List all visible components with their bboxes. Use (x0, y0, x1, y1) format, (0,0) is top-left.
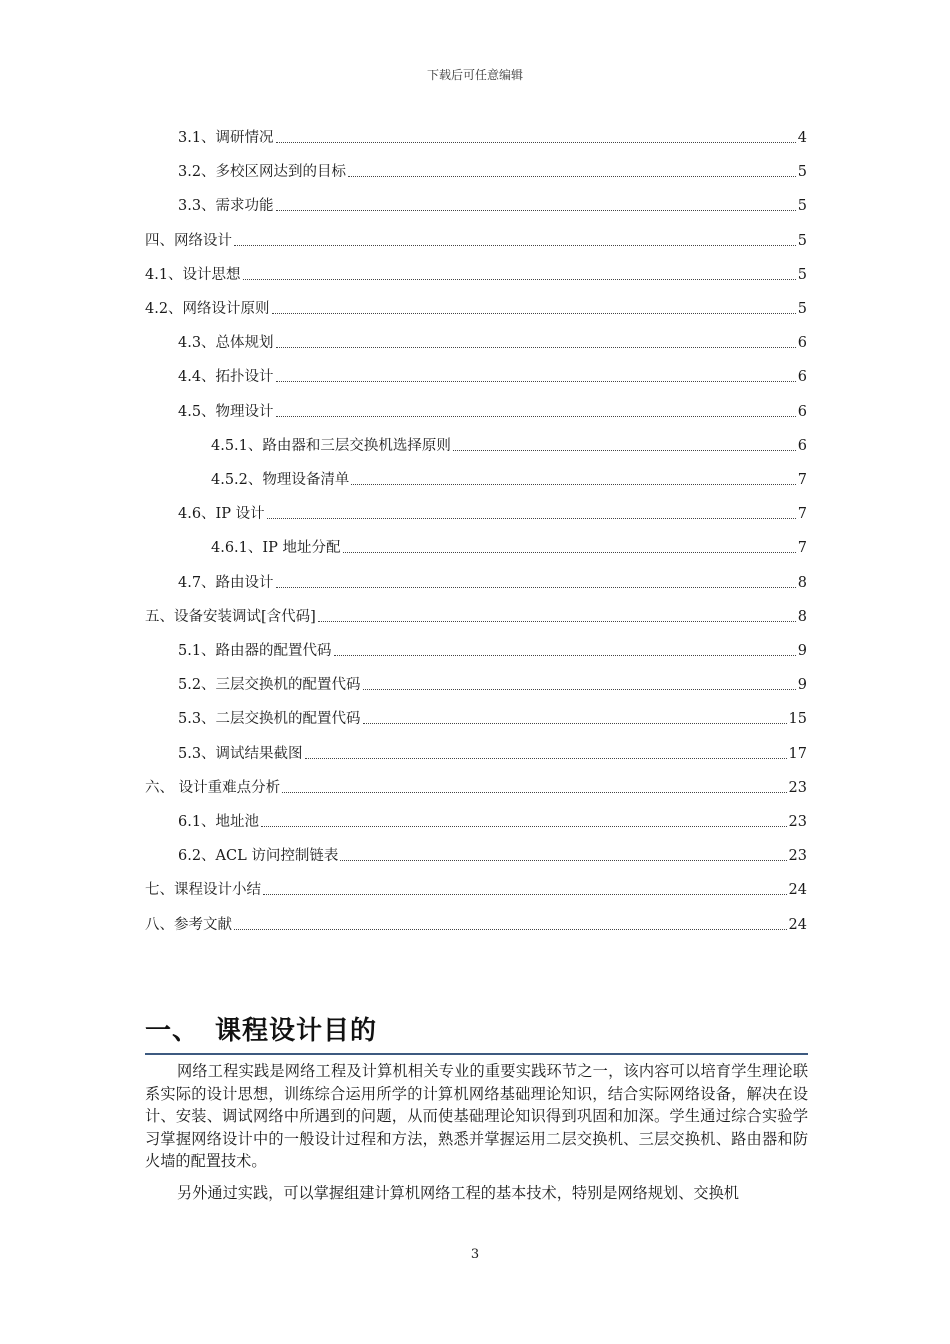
toc-dot-leader (263, 894, 787, 895)
toc-dot-leader (272, 313, 796, 314)
toc-entry-label: 6.2、ACL 访问控制链表 (178, 848, 339, 865)
page-header: 下载后可任意编辑 (426, 68, 523, 82)
toc-dot-leader (348, 176, 796, 177)
toc-entry-label: 5.2、三层交换机的配置代码 (178, 677, 361, 694)
toc-entry-page: 5 (797, 232, 807, 249)
toc-entry[interactable] (145, 227, 807, 251)
toc-dot-leader (334, 655, 796, 656)
toc-entry-page: 7 (797, 540, 807, 557)
toc-dot-leader (305, 758, 787, 759)
body-paragraph: 另外通过实践，可以掌握组建计算机网络工程的基本技术，特别是网络规划、交换机 (177, 1184, 739, 1202)
toc-entry-page: 23 (788, 814, 807, 830)
toc-entry[interactable] (211, 534, 807, 558)
toc-entry-label: 4.1、设计思想 (145, 266, 241, 283)
toc-entry[interactable] (145, 295, 807, 319)
toc-dot-leader (276, 416, 796, 417)
toc-entry-label: 4.5.1、路由器和三层交换机选择原则 (211, 437, 451, 454)
toc-entry-label: 6.1、地址池 (178, 814, 260, 830)
toc-entry-label: 5.3、调试结果截图 (178, 745, 303, 762)
toc-entry[interactable] (178, 192, 807, 216)
section-number: 一、 (145, 1016, 200, 1046)
section-heading (145, 1010, 377, 1047)
toc-entry-page: 5 (797, 164, 807, 181)
toc-entry-label: 4.3、总体规划 (178, 335, 274, 352)
toc-entry[interactable] (145, 603, 807, 627)
toc-dot-leader (363, 723, 787, 724)
toc-dot-leader (351, 484, 795, 485)
toc-dot-leader (267, 518, 796, 519)
toc-entry-page: 6 (797, 369, 807, 386)
page-number: 3 (470, 1247, 480, 1262)
toc-entry[interactable] (178, 671, 807, 695)
toc-entry-label: 4.2、网络设计原则 (145, 301, 270, 317)
toc-entry[interactable] (178, 124, 807, 148)
toc-entry[interactable] (211, 466, 807, 490)
section-title: 课程设计目的 (215, 1016, 378, 1046)
toc-dot-leader (340, 860, 786, 861)
toc-dot-leader (234, 245, 796, 246)
toc-entry-page: 8 (797, 574, 807, 591)
toc-entry[interactable] (178, 158, 807, 182)
toc-entry-page: 23 (788, 848, 807, 865)
toc-entry-label: 5.1、路由器的配置代码 (178, 643, 332, 659)
toc-entry-label: 3.3、需求功能 (178, 198, 274, 215)
toc-entry[interactable] (211, 432, 807, 456)
toc-entry[interactable] (145, 876, 807, 900)
toc-entry-page: 6 (797, 437, 807, 454)
toc-dot-leader (343, 552, 796, 553)
toc-entry-page: 8 (797, 608, 807, 625)
toc-entry-label: 七、课程设计小结 (145, 882, 261, 899)
toc-entry-label: 六、 设计重难点分析 (145, 779, 281, 796)
toc-entry-label: 5.3、二层交换机的配置代码 (178, 711, 361, 728)
toc-entry-page: 9 (797, 677, 807, 694)
toc-entry-page: 9 (797, 643, 807, 659)
toc-entry-page: 4 (797, 130, 807, 146)
toc-entry-label: 四、网络设计 (145, 232, 232, 249)
toc-dot-leader (318, 621, 796, 622)
toc-entry[interactable] (178, 363, 807, 387)
toc-dot-leader (276, 381, 796, 382)
toc-dot-leader (276, 347, 796, 348)
toc-entry-page: 17 (788, 745, 807, 762)
toc-entry[interactable] (145, 261, 807, 285)
body-paragraph: 网络工程实践是网络工程及计算机相关专业的重要实践环节之一，该内容可以培育学生理论联系实际的设计思想，训练综合运用所学的计算机网络基础理论知识，结合实际网络设备，解决在设计、安装、调试网络中所遇到的问题，从而使基础理论知识得到巩固和加深。学生通过综合实验学习掌握网络设计中的一般设计过程和方法，熟悉并掌握运用二层交换机、三层交换机、路由器和防火墙的配置技术。 (145, 1062, 808, 1170)
toc-entry-label: 4.7、路由设计 (178, 574, 274, 591)
toc-entry-page: 7 (797, 506, 807, 523)
toc-entry-label: 4.4、拓扑设计 (178, 369, 274, 386)
toc-dot-leader (261, 826, 786, 827)
toc-entry[interactable] (178, 398, 807, 422)
toc-entry[interactable] (178, 329, 807, 353)
toc-entry-page: 23 (788, 779, 807, 796)
toc-entry[interactable] (145, 911, 807, 935)
toc-entry[interactable] (178, 808, 807, 832)
toc-entry[interactable] (178, 500, 807, 524)
toc-dot-leader (276, 587, 796, 588)
toc-entry-page: 5 (797, 198, 807, 215)
toc-entry-label: 3.1、调研情况 (178, 130, 274, 146)
toc-dot-leader (243, 279, 796, 280)
toc-entry-label: 4.6、IP 设计 (178, 506, 265, 523)
toc-dot-leader (234, 929, 787, 930)
toc-entry[interactable] (178, 705, 807, 729)
toc-entry[interactable] (178, 740, 807, 764)
toc-dot-leader (282, 792, 786, 793)
toc-entry-page: 5 (797, 266, 807, 283)
toc-entry-label: 4.5、物理设计 (178, 403, 274, 420)
toc-entry-label: 五、设备安装调试[含代码] (145, 608, 316, 625)
toc-dot-leader (363, 689, 796, 690)
toc-entry[interactable] (178, 842, 807, 866)
heading-underline (145, 1053, 808, 1055)
toc-entry[interactable] (178, 637, 807, 661)
toc-entry-page: 5 (797, 301, 807, 317)
toc-entry[interactable] (145, 774, 807, 798)
toc-entry-page: 15 (788, 711, 807, 728)
toc-entry-page: 6 (797, 335, 807, 352)
toc-entry-label: 4.6.1、IP 地址分配 (211, 540, 341, 557)
toc-entry[interactable] (178, 569, 807, 593)
toc-entry-label: 3.2、多校区网达到的目标 (178, 164, 347, 181)
toc-entry-page: 24 (788, 882, 807, 899)
toc-entry-page: 24 (788, 916, 807, 933)
toc-dot-leader (276, 142, 796, 143)
toc-entry-label: 4.5.2、物理设备清单 (211, 472, 350, 488)
toc-entry-page: 7 (797, 472, 807, 488)
toc-dot-leader (276, 210, 796, 211)
toc-entry-page: 6 (797, 403, 807, 420)
toc-dot-leader (453, 450, 796, 451)
toc-entry-label: 八、参考文献 (145, 916, 232, 933)
